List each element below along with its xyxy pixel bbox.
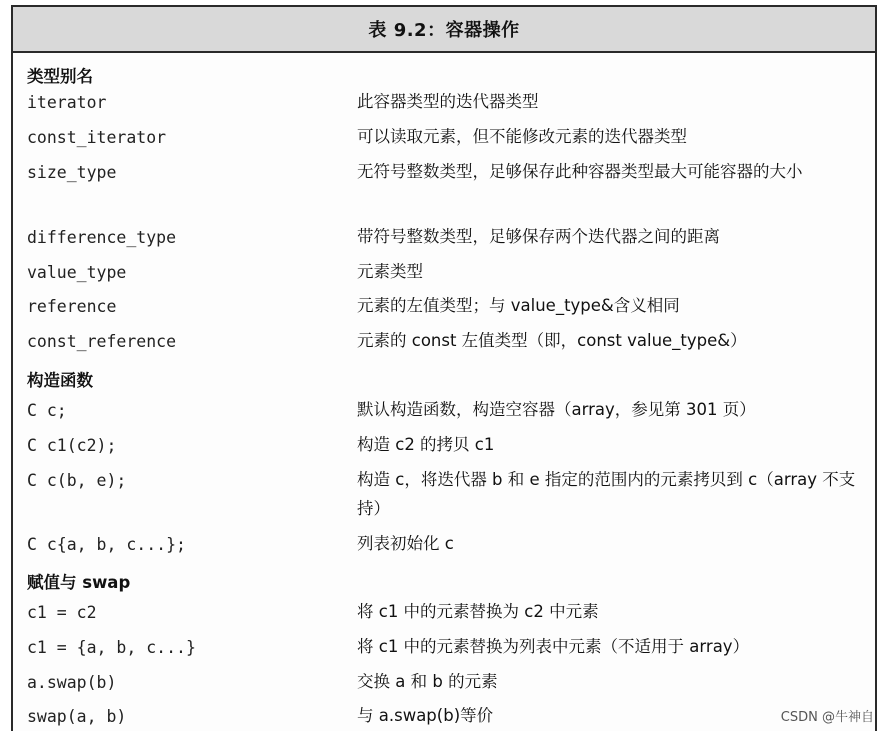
row-code: swap(a, b) <box>27 707 127 726</box>
container-operations-table <box>11 5 877 731</box>
row-code: C c1(c2); <box>27 436 117 455</box>
row-desc: 构造 c，将迭代器 b 和 e 指定的范围内的元素拷贝到 c（array 不支持） <box>357 470 856 518</box>
row-code: difference_type <box>27 228 177 247</box>
row-code: value_type <box>27 263 127 282</box>
row-desc: 默认构造函数，构造空容器（array，参见第 301 页） <box>357 400 756 419</box>
section-heading-type-aliases: 类型别名 <box>27 67 93 86</box>
row-desc: 元素的左值类型；与 value_type&含义相同 <box>357 296 680 315</box>
row-desc: 带符号整数类型，足够保存两个迭代器之间的距离 <box>357 227 720 246</box>
row-desc: 元素的 const 左值类型（即，const value_type&） <box>357 331 747 350</box>
row-desc: 将 c1 中的元素替换为列表中元素（不适用于 array） <box>357 637 750 656</box>
table-title: 表 9.2：容器操作 <box>13 7 875 53</box>
section-heading-assignment-swap: 赋值与 swap <box>27 573 131 592</box>
row-desc: 无符号整数类型，足够保存此种容器类型最大可能容器的大小 <box>357 162 803 181</box>
row-desc: 交换 a 和 b 的元素 <box>357 672 498 691</box>
row-desc: 此容器类型的迭代器类型 <box>357 92 539 111</box>
row-desc: 将 c1 中的元素替换为 c2 中元素 <box>357 602 599 621</box>
row-code: c1 = {a, b, c...} <box>27 638 196 657</box>
row-code: size_type <box>27 163 117 182</box>
row-code: const_reference <box>27 332 177 351</box>
row-desc: 元素类型 <box>357 262 423 281</box>
row-code: iterator <box>27 93 107 112</box>
section-heading-constructors: 构造函数 <box>27 371 93 390</box>
row-desc: 与 a.swap(b)等价 <box>357 706 494 725</box>
row-desc: 构造 c2 的拷贝 c1 <box>357 435 495 454</box>
row-code: const_iterator <box>27 128 167 147</box>
row-code: c1 = c2 <box>27 603 97 622</box>
row-desc: 列表初始化 c <box>357 534 454 553</box>
row-code: reference <box>27 297 117 316</box>
row-code: C c(b, e); <box>27 471 127 490</box>
row-desc: 可以读取元素，但不能修改元素的迭代器类型 <box>357 127 687 146</box>
watermark: CSDN @牛神自 <box>780 710 874 725</box>
row-code: a.swap(b) <box>27 673 117 692</box>
row-code: C c{a, b, c...}; <box>27 535 186 554</box>
row-code: C c; <box>27 401 67 420</box>
